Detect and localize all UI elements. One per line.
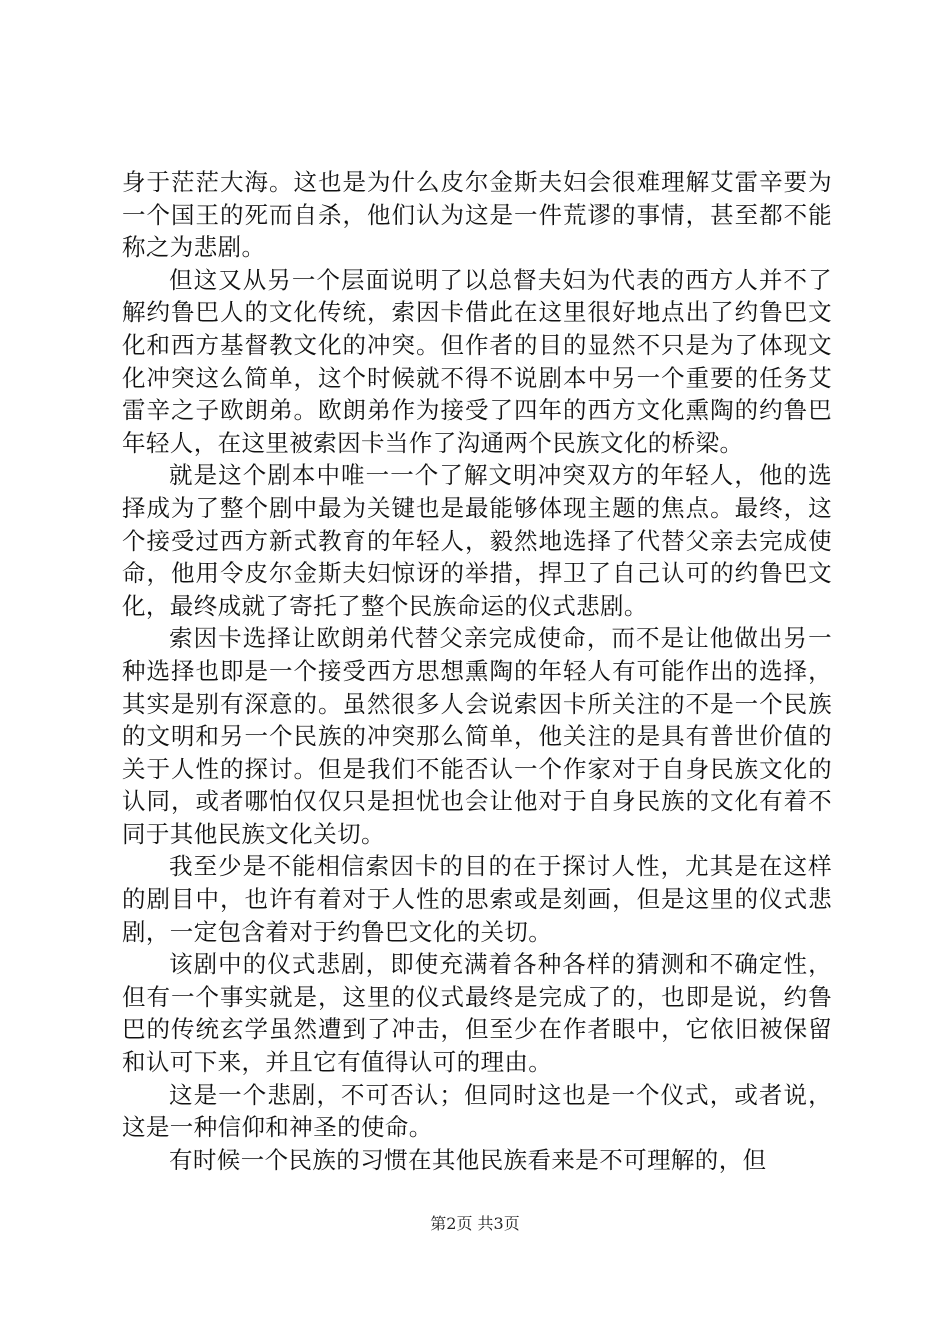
page-number: 第2页 共3页 bbox=[430, 1214, 520, 1233]
paragraph-3: 就是这个剧本中唯一一个了解文明冲突双方的年轻人，他的选择成为了整个剧中最为关键也是最能够体现主题的焦点。最终，这个接受过西方新式教育的年轻人，毅然地选择了代替父亲去完成使命，他用令皮尔金斯夫妇惊讶的举措，捍卫了自己认可的约鲁巴文化，最终成就了寄托了整个民族命运的仪式悲剧。 bbox=[122, 461, 832, 620]
paragraph-8: 有时候一个民族的习惯在其他民族看来是不可理解的，但 bbox=[169, 1145, 767, 1174]
paragraph-1: 身于茫茫大海。这也是为什么皮尔金斯夫妇会很难理解艾雷辛要为一个国王的死而自杀，他们认为这是一件荒谬的事情，甚至都不能称之为悲剧。 bbox=[122, 168, 832, 262]
paragraph-2: 但这又从另一个层面说明了以总督夫妇为代表的西方人并不了解约鲁巴人的文化传统，索因卡借此在这里很好地点出了约鲁巴文化和西方基督教文化的冲突。但作者的目的显然不只是为了体现文化冲突这么简单，这个时候就不得不说剧本中另一个重要的任务艾雷辛之子欧朗弟。欧朗弟作为接受了四年的西方文化熏陶的约鲁巴年轻人，在这里被索因卡当作了沟通两个民族文化的桥梁。 bbox=[122, 265, 832, 457]
paragraph-6: 该剧中的仪式悲剧，即使充满着各种各样的猜测和不确定性，但有一个事实就是，这里的仪式最终是完成了的，也即是说，约鲁巴的传统玄学虽然遭到了冲击，但至少在作者眼中，它依旧被保留和认可下来，并且它有值得认可的理由。 bbox=[122, 950, 832, 1077]
paragraph-5: 我至少是不能相信索因卡的目的在于探讨人性，尤其是在这样的剧目中，也许有着对于人性的思索或是刻画，但是这里的仪式悲剧，一定包含着对于约鲁巴文化的关切。 bbox=[122, 852, 832, 946]
paragraph-7: 这是一个悲剧，不可否认；但同时这也是一个仪式，或者说，这是一种信仰和神圣的使命。 bbox=[122, 1080, 832, 1142]
paragraph-4: 索因卡选择让欧朗弟代替父亲完成使命，而不是让他做出另一种选择也即是一个接受西方思想熏陶的年轻人有可能作出的选择，其实是别有深意的。虽然很多人会说索因卡所关注的不是一个民族的文明和另一个民族的冲突那么简单，他关注的是具有普世价值的关于人性的探讨。但是我们不能否认一个作家对于自身民族文化的认同，或者哪怕仅仅只是担忧也会让他对于自身民族的文化有着不同于其他民族文化关切。 bbox=[122, 624, 832, 848]
document-body bbox=[122, 166, 832, 1176]
page-footer bbox=[0, 1213, 950, 1235]
